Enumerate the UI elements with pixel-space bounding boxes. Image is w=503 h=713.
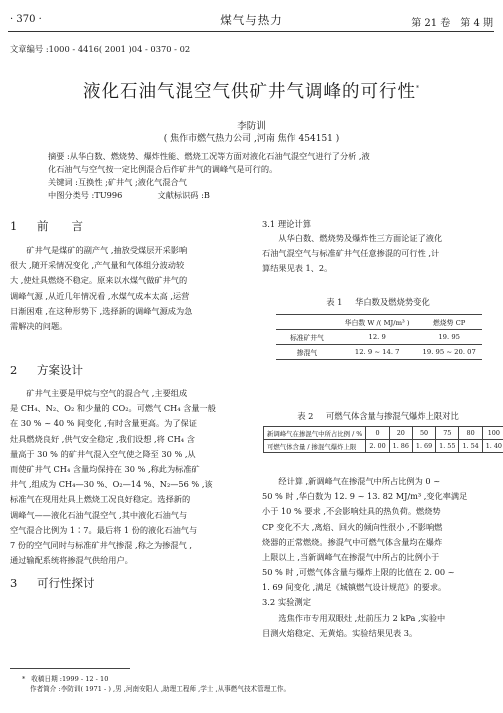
- table-1-col-cp: 燃烧势 CP: [416, 315, 482, 330]
- results-body: [262, 474, 494, 596]
- page-number: · 370 ·: [10, 14, 42, 25]
- text-line: 需解决的问题。: [10, 321, 68, 332]
- section-2-body: [10, 386, 240, 568]
- section-3-heading: [10, 575, 94, 591]
- table-1-cell: 12. 9: [338, 330, 416, 345]
- classification-value: TU996: [94, 190, 123, 200]
- section-2-number: 2: [10, 363, 18, 377]
- table-1-header-row: [276, 315, 482, 330]
- keywords-text: 互换性 ;矿井气 ;液化气混合气: [77, 177, 187, 187]
- section-3-2-paragraph: [262, 611, 494, 641]
- table-2-cell: 75: [436, 427, 459, 440]
- text-line: 很大 ,随开采情况变化 ,产气量和气体组分波动较: [10, 260, 185, 271]
- table-1-caption: [262, 296, 494, 308]
- table-2-number: 表 2: [297, 411, 314, 421]
- section-2-title: 方案设计: [36, 363, 83, 377]
- table-2-cell: 50: [412, 427, 435, 440]
- footnote-rule: [10, 668, 130, 669]
- table-2-row-label: 可燃气体含量 / 掺混气爆炸上限: [264, 440, 366, 453]
- footnote-author-bio: 作者简介 :李防训( 1971 - ) ,男 ,河南安阳人 ,助理工程师 ,学士 ,从事燃气技术管理工作。: [30, 685, 291, 693]
- text-line: 石油气混空气与标准矿井气任意掺混的可行性 ,计: [262, 248, 440, 259]
- table-1-title: 华白数及燃烧势变化: [355, 297, 430, 307]
- text-line: 调峰气源 ,从近几年情况看 ,水煤气成本太高 ,运营: [10, 290, 190, 301]
- paper-title-text: 液化石油气混空气供矿井气调峰的可行性: [83, 82, 416, 102]
- keywords-label: 关键词 :: [48, 177, 78, 187]
- text-line: 调峰气——液化石油气混空气 ,其中液化石油气与: [10, 509, 188, 520]
- footnote: [22, 674, 290, 694]
- issue-info: 第 21 卷 第 4 期: [411, 18, 493, 29]
- abstract-label: 摘要 :: [48, 151, 70, 161]
- table-1-cell: 12. 9 ~ 14. 7: [338, 345, 416, 360]
- doc-code-label: 文献标识码 :: [157, 190, 204, 200]
- text-line: 从华白数、燃烧势及爆炸性三方面论证了液化: [278, 233, 443, 243]
- section-1-number: 1: [10, 219, 18, 233]
- footnote-mark: *: [22, 675, 26, 683]
- table-2-cell: 1. 69: [412, 440, 435, 453]
- table-2-cell: 100: [482, 427, 503, 440]
- text-line: 50 % 时 ,华白数为 12. 9 ~ 13. 82 MJ/m³ ,变化率满足: [262, 491, 468, 502]
- header-rule: [8, 31, 494, 32]
- paper-title: [0, 78, 503, 103]
- text-line: 算结果见表 1、2。: [262, 263, 333, 274]
- table-2-cell: 1. 54: [459, 440, 482, 453]
- table-2-cell: 0: [366, 427, 389, 440]
- section-1-heading: [10, 218, 83, 234]
- section-3-1-paragraph: [262, 231, 494, 277]
- text-line: 7 份的空气同时与标准矿井气掺混 ,称之为掺混气 ,: [10, 540, 192, 551]
- text-line: 在 30 % ~ 40 % 间变化 ,有时含量更高。为了保证: [10, 418, 197, 429]
- table-2-cell: 1. 86: [389, 440, 412, 453]
- text-line: 烧器的正常燃烧。掺混气中可燃气体含量均在爆炸: [262, 536, 443, 547]
- affiliation: ( 焦作市燃气热力公司 ,河南 焦作 454151 ): [163, 134, 340, 144]
- section-3-2-heading: 3.2 实验测定: [262, 597, 312, 607]
- text-line: CP 变化不大 ,离焰、回火的倾向性很小 ,不影响燃: [262, 521, 443, 532]
- text-line: 目测火焰稳定、无黄焰。实验结果见表 3。: [262, 628, 418, 639]
- table-2: [263, 426, 503, 453]
- table-2-cell: 1. 40: [482, 440, 503, 453]
- section-1-body: [10, 243, 240, 334]
- article-id: 文章编号 :1000 - 4416( 2001 )04 - 0370 - 02: [10, 44, 191, 54]
- table-2-cell: 20: [389, 427, 412, 440]
- table-1-corner-cell: [276, 315, 338, 330]
- abstract: [48, 150, 468, 202]
- table-2-cell: 2. 00: [366, 440, 389, 453]
- text-line: 大 ,使灶具燃烧不稳定。原来以水煤气做矿井气的: [10, 275, 188, 286]
- table-1-row-label: 掺混气: [276, 345, 338, 360]
- table-2-cell: 80: [459, 427, 482, 440]
- table-1-col-wobbe: 华白数 W /( MJ/m³ ): [338, 315, 416, 330]
- text-line: 矿井气主要是甲烷与空气的混合气 ,主要组成: [26, 388, 188, 398]
- text-line: 灶具燃烧良好 ,供气安全稳定 ,我们设想 ,将 CH₄ 含: [10, 433, 195, 444]
- doc-code-value: B: [203, 190, 210, 200]
- table-row: [276, 345, 482, 360]
- text-line: 1. 69 间变化 ,满足《城镇燃气设计规范》的要求。: [262, 582, 447, 593]
- table-2-title: 可燃气体含量与掺混气爆炸上限对比: [326, 411, 459, 421]
- abstract-line-2: 化石油气与空气按一定比例混合后作矿井气的调峰气是可行的。: [48, 164, 278, 174]
- author: 李防训: [237, 121, 266, 132]
- text-line: 50 % 时 ,可燃气体含量与爆炸上限的比值在 2. 00 ~: [262, 567, 455, 578]
- table-row: [264, 440, 503, 453]
- section-3-number: 3: [10, 576, 18, 590]
- text-line: 空气混合比例为 1∶7。最后将 1 份的液化石油气与: [10, 524, 198, 535]
- table-1-cell: 19. 95: [416, 330, 482, 345]
- table-row: [276, 330, 482, 345]
- classification-label: 中图分类号 :: [48, 190, 95, 200]
- text-line: 矿井气是煤矿的副产气 ,抽放受煤层开采影响: [26, 245, 188, 255]
- text-line: 选焦作市专用双眼灶 ,灶前压力 2 kPa ,实验中: [278, 613, 446, 623]
- table-row: [264, 427, 503, 440]
- table-2-cell: 1. 55: [436, 440, 459, 453]
- title-footnote-mark: *: [416, 85, 420, 93]
- section-2-paragraph: [10, 386, 240, 568]
- text-line: 上限以上 ,当新调峰气在掺混气中所占的比例小于: [262, 552, 440, 563]
- text-line: 是 CH₄、N₂、O₂ 和少量的 CO₂。可燃气 CH₄ 含量一般: [10, 403, 216, 414]
- journal-name: 煤气与热力: [220, 13, 283, 27]
- section-2-heading: [10, 362, 83, 378]
- footnote-received: 收稿日期 :1999 - 12 - 10: [31, 675, 109, 683]
- table-1: [276, 314, 482, 360]
- section-3-1-body: [262, 231, 494, 277]
- table-2-caption: [262, 410, 494, 422]
- text-line: 日渐困难 ,在这种形势下 ,选择新的调峰气源成为急: [10, 305, 193, 316]
- table-1-cell: 19. 95 ~ 20. 07: [416, 345, 482, 360]
- section-1-title: 前 言: [36, 219, 83, 233]
- section-1-paragraph: [10, 243, 240, 334]
- text-line: 经计算 ,新调峰气在掺混气中所占比例为 0 ~: [278, 476, 441, 486]
- table-2-row-label: 新调峰气在掺混气中所占比例 / %: [264, 427, 366, 440]
- section-3-title: 可行性探讨: [36, 576, 95, 590]
- text-line: 而使矿井气 CH₄ 含量均保持在 30 % ,称此为标准矿: [10, 464, 200, 475]
- text-line: 通过输配系统将掺混气供给用户。: [10, 555, 133, 566]
- text-line: 小于 10 % 要求 ,不会影响灶具的热负荷。燃烧势: [262, 506, 441, 517]
- text-line: 标准气在现用灶具上燃烧工况良好稳定。选择新的: [10, 494, 191, 505]
- results-paragraph: [262, 474, 494, 596]
- text-line: 量高于 30 % 的矿井气混入空气使之降至 30 % ,从: [10, 448, 196, 459]
- text-line: 井气 ,组成为 CH₄—30 %、O₂—14 %、N₂—56 % ,该: [10, 479, 213, 490]
- table-1-number: 表 1: [326, 297, 343, 307]
- abstract-line-1: 从华白数、燃烧势、爆炸性能、燃烧工况等方面对液化石油气混空气进行了分析 ,液: [69, 151, 370, 161]
- table-1-row-label: 标准矿井气: [276, 330, 338, 345]
- section-3-2-body: [262, 611, 494, 641]
- section-3-1-heading: 3.1 理论计算: [262, 219, 312, 229]
